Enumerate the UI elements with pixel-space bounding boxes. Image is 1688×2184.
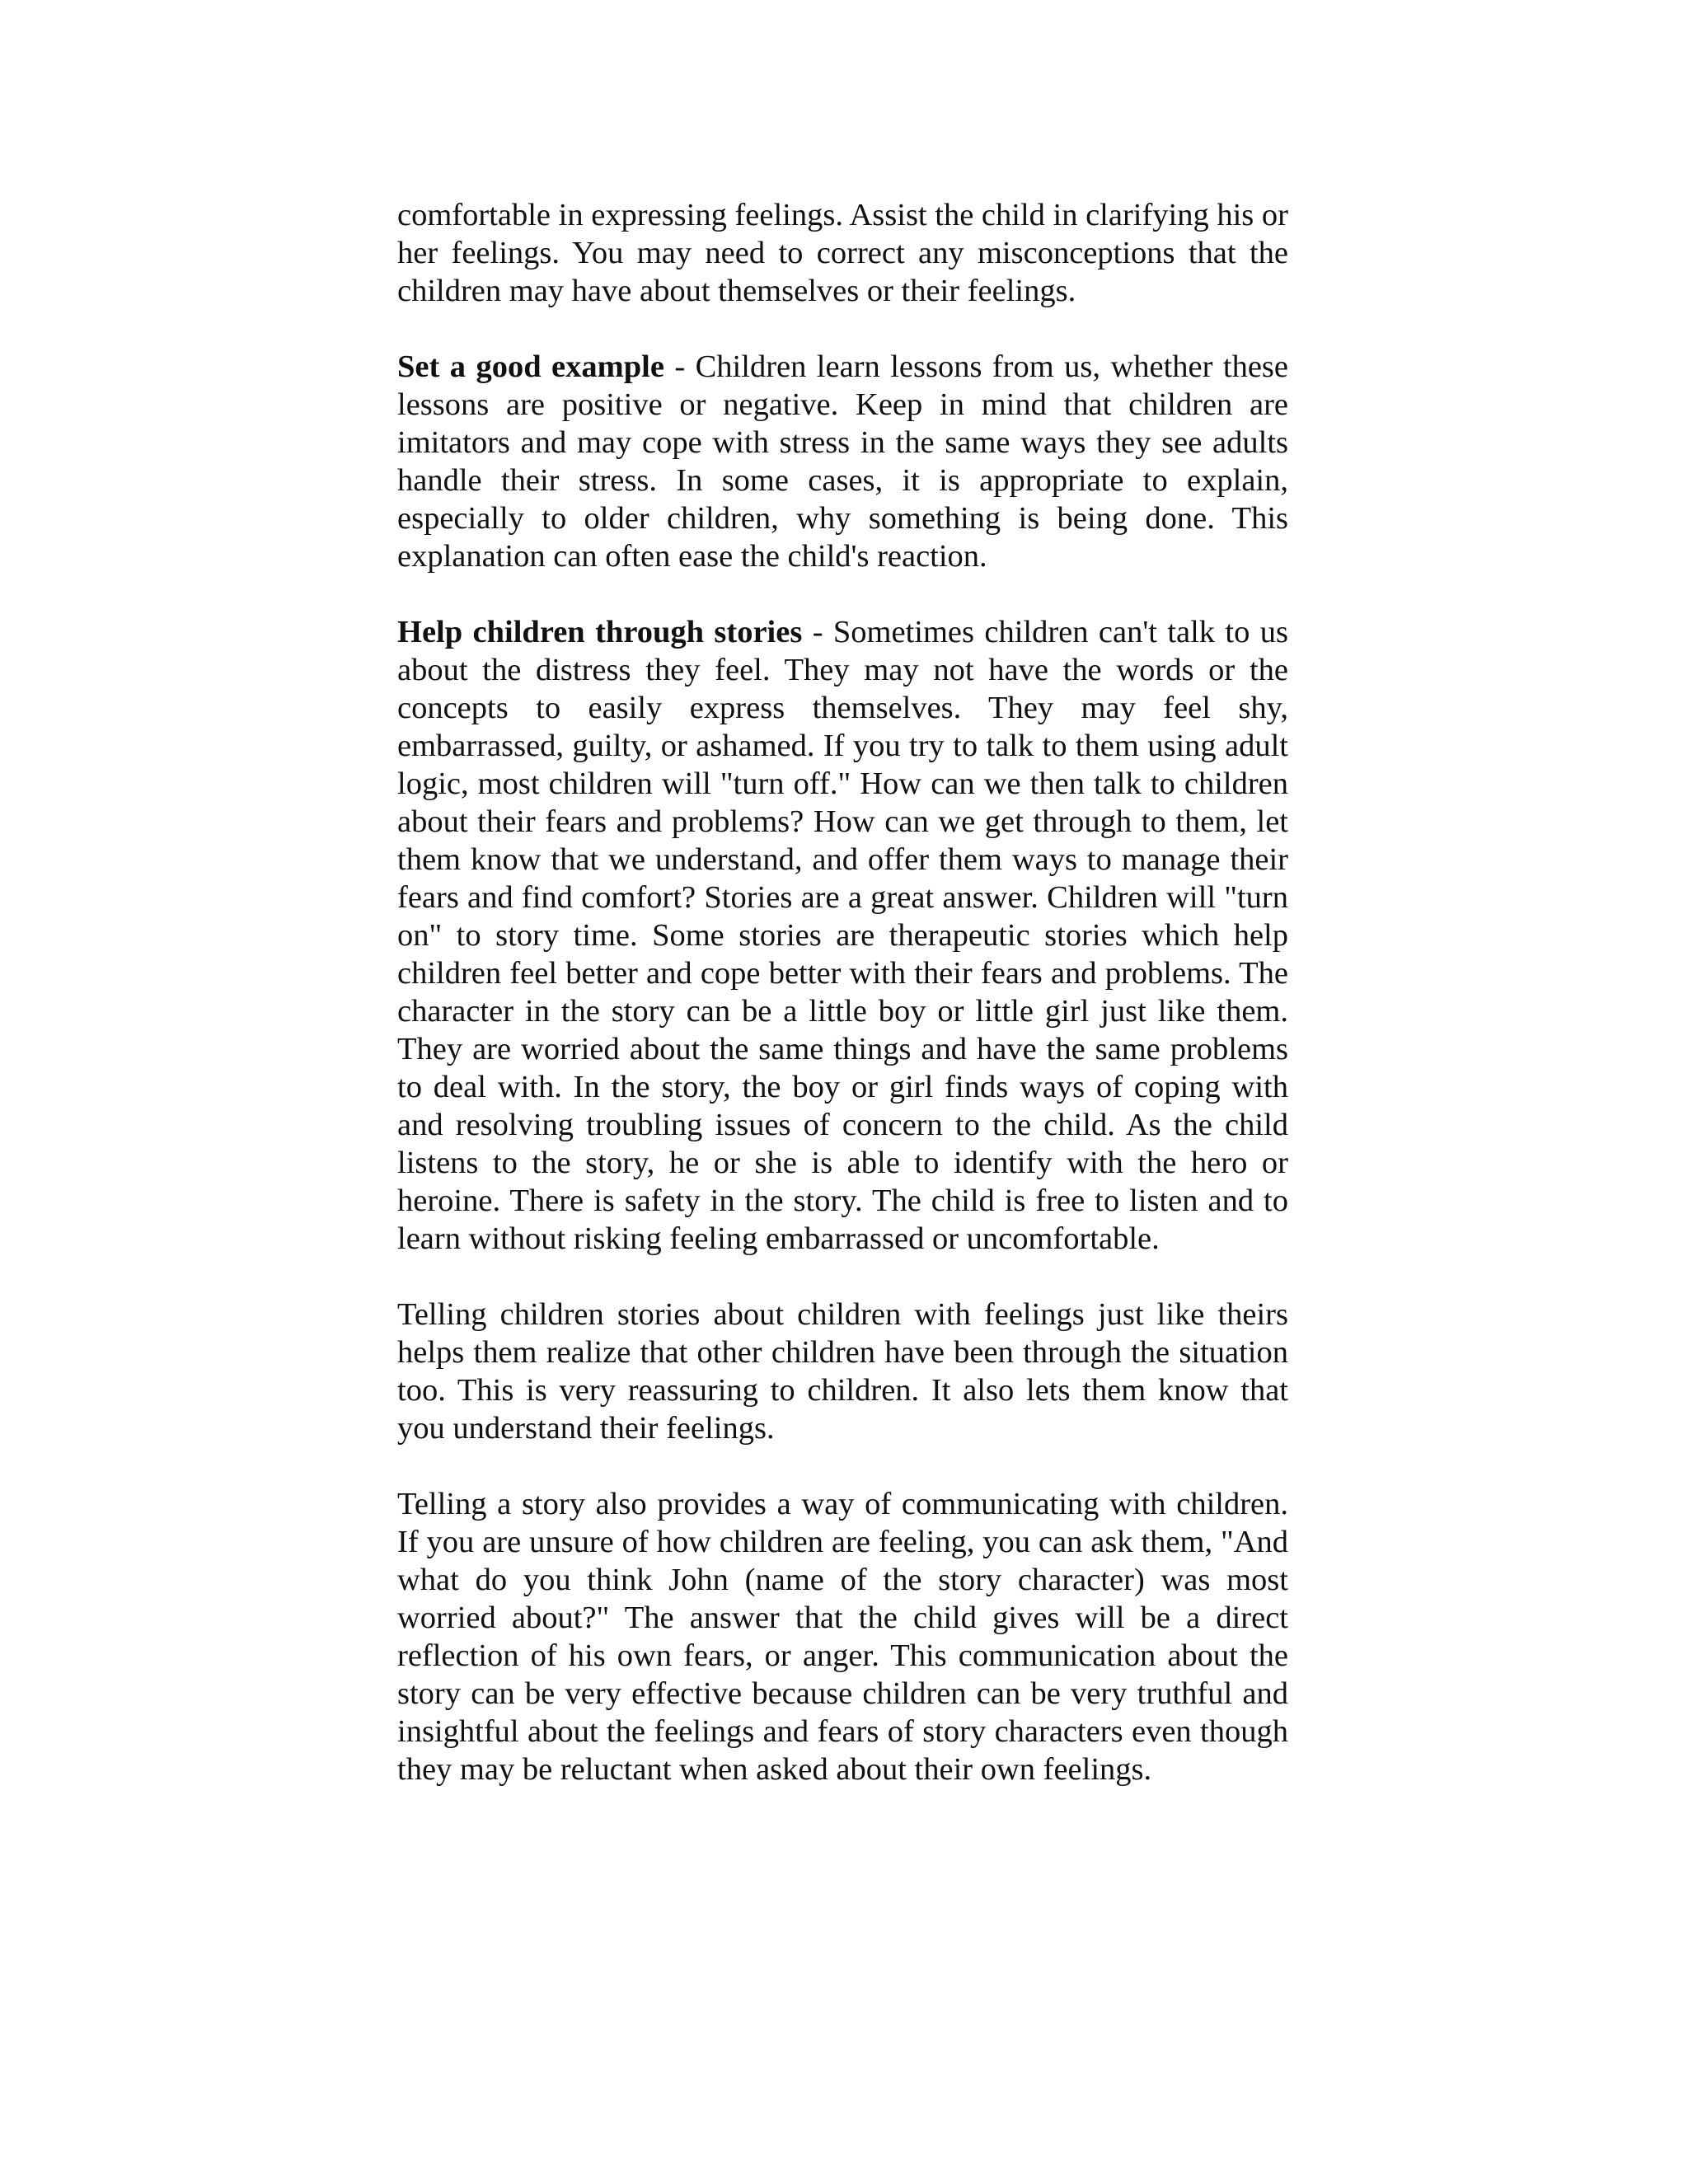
paragraph-3	[397, 613, 1288, 1258]
paragraph-4	[397, 1296, 1288, 1447]
paragraph-5-text: Telling a story also provides a way of communicating with children. If you are unsure of how children are feeling, you can ask them, "And what do you think John (name of the story character) was most worried about?" The answer that the child gives will be a direct reflection of his own fears, or anger. This communication about the story can be very effective because children can be very truthful and insightful about the feelings and fears of story characters even though they may be reluctant when asked about their own feelings.	[397, 1487, 1288, 1787]
paragraph-2-text: - Children learn lessons from us, whether these lessons are positive or negative. Keep in mind that children are imitators and may cope with stress in the same ways they see adults handle their stress. In some cases, it is appropriate to explain, especially to older children, why something is being done. This explanation can often ease the child's reaction.	[397, 349, 1288, 574]
paragraph-4-text: Telling children stories about children with feelings just like theirs helps them realize that other children have been through the situation too. This is very reassuring to children. It also lets them know that you understand their feelings.	[397, 1297, 1288, 1446]
paragraph-3-heading: Help children through stories	[397, 615, 803, 649]
paragraph-3-text: - Sometimes children can't talk to us about the distress they feel. They may not have the words or the concepts to easily express themselves. They may feel shy, embarrassed, guilty, or ashamed. If you try to talk to them using adult logic, most children will "turn off." How can we then talk to children about their fears and problems? How can we get through to them, let them know that we understand, and offer them ways to manage their fears and find comfort? Stories are a great answer. Children will "turn on" to story time. Some stories are therapeutic stories which help children feel better and cope better with their fears and problems. The character in the story can be a little boy or little girl just like them. They are worried about the same things and have the same problems to deal with. In the story, the boy or girl finds ways of coping with and resolving troubling issues of concern to the child. As the child listens to the story, he or she is able to identify with the hero or heroine. There is safety in the story. The child is free to listen and to learn without risking feeling embarrassed or uncomfortable.	[397, 615, 1288, 1256]
paragraph-1-text: comfortable in expressing feelings. Assist the child in clarifying his or her feelings. You may need to correct any misconceptions that the children may have about themselves or their feelings.	[397, 198, 1288, 308]
paragraph-5	[397, 1485, 1288, 1788]
paragraph-2-heading: Set a good example	[397, 349, 664, 384]
paragraph-2	[397, 348, 1288, 575]
body-text	[397, 196, 1288, 1788]
paragraph-1	[397, 196, 1288, 310]
